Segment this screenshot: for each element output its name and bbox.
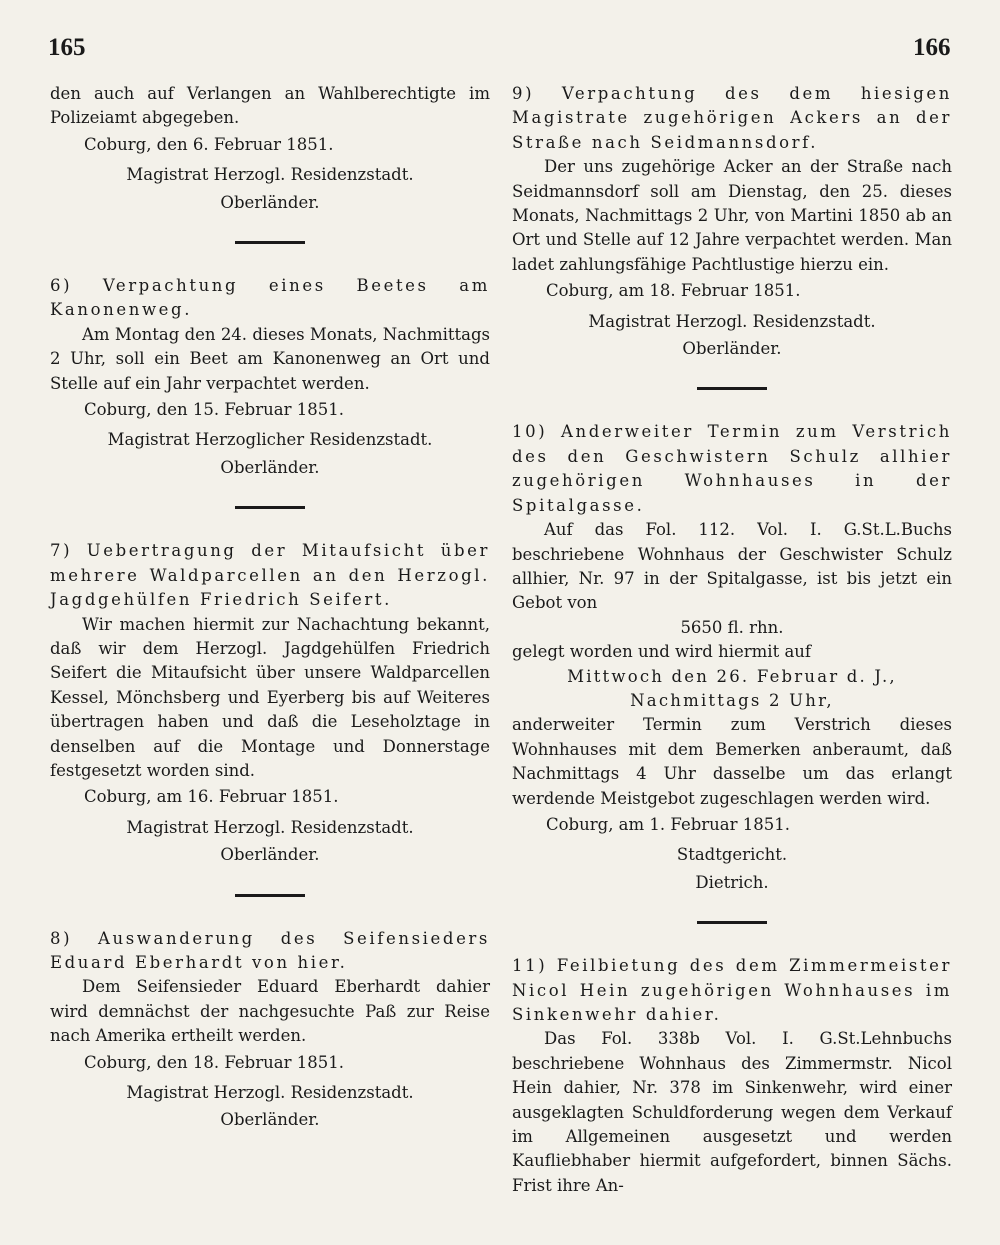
notice-body-final: anderweiter Termin zum Verstrich dieses Wohnhauses mit dem Bemerken anberaumt, daß Nachmittags 4 Uhr dasselbe um das erlangt werdende Meistgebot zugeschlagen werden wird. — [512, 715, 952, 808]
notice-signature: Oberländer. — [220, 845, 320, 865]
separator-rule — [235, 506, 305, 509]
notice-authority: Magistrat Herzogl. Residenzstadt. — [588, 311, 876, 331]
right-column — [512, 82, 952, 1198]
notice-title: 11) Feilbietung des dem Zimmermeister Nicol Hein zugehörigen Wohnhauses im Sinkenwehr dahier. — [512, 956, 952, 1024]
separator-rule — [697, 387, 767, 390]
notice-authority: Stadtgericht. — [676, 845, 788, 865]
term-date: Mittwoch den 26. Februar d. J., — [567, 666, 897, 686]
notice-signature: Oberländer. — [220, 192, 320, 212]
notice-title: 6) Verpachtung eines Beetes am Kanonenweg. — [50, 276, 490, 320]
page-number-left: 165 — [48, 34, 86, 61]
notice-6 — [50, 274, 490, 480]
notice-date: Coburg, den 6. Februar 1851. — [84, 134, 334, 154]
intro-notice — [50, 82, 490, 215]
notice-body: den auch auf Verlangen an Wahlberechtigte im Polizeiamt abgegeben. — [50, 84, 490, 128]
notice-9 — [512, 82, 952, 361]
notice-date: Coburg, den 18. Februar 1851. — [84, 1052, 344, 1072]
notice-signature: Oberländer. — [220, 457, 320, 477]
notice-authority: Magistrat Herzogl. Residenzstadt. — [126, 165, 414, 185]
notice-date: Coburg, am 18. Februar 1851. — [546, 281, 801, 301]
separator-rule — [235, 241, 305, 244]
left-column — [50, 82, 490, 1133]
page-number-right: 166 — [913, 34, 951, 61]
notice-date: Coburg, am 1. Februar 1851. — [546, 814, 790, 834]
notice-body: Dem Seifensieder Eduard Eberhardt dahier wird demnächst der nachgesuchte Paß zur Reise nach Amerika ertheilt werden. — [50, 977, 490, 1046]
notice-body: Der uns zugehörige Acker an der Straße nach Seidmannsdorf soll am Dienstag, den 25. dieses Monats, Nachmittags 2 Uhr, von Martini 1850 ab an Ort und Stelle auf 12 Jahre verpachtet werden. Man ladet zahlungsfähige Pachtlustige hierzu ein. — [512, 157, 952, 274]
notice-body-continued: gelegt worden und wird hiermit auf — [512, 642, 812, 662]
notice-10 — [512, 420, 952, 895]
notice-date: Coburg, am 16. Februar 1851. — [84, 787, 339, 807]
notice-title: 10) Anderweiter Termin zum Verstrich des den Geschwistern Schulz allhier zugehörigen Wohnhauses in der Spitalgasse. — [512, 422, 952, 515]
notice-body: Am Montag den 24. dieses Monats, Nachmittags 2 Uhr, soll ein Beet am Kanonenweg an Ort und Stelle auf ein Jahr verpachtet werden. — [50, 324, 490, 393]
term-time: Nachmittags 2 Uhr, — [630, 690, 834, 710]
separator-rule — [697, 921, 767, 924]
separator-rule — [235, 894, 305, 897]
notice-signature: Oberländer. — [220, 1110, 320, 1130]
notice-authority: Magistrat Herzogl. Residenzstadt. — [126, 1083, 414, 1102]
notice-11 — [512, 954, 952, 1198]
notice-body: Wir machen hiermit zur Nachachtung bekannt, daß wir dem Herzogl. Jagdgehülfen Friedrich Seifert die Mitaufsicht über unsere Waldparcellen Kessel, Mönchsberg und Eyerberg bis auf Weiteres übertragen haben und daß die Leseholztage in denselben auf die Montage und Donnerstage festgesetzt worden sind. — [50, 614, 490, 780]
notice-7 — [50, 539, 490, 867]
notice-signature: Oberländer. — [682, 339, 782, 359]
notice-8 — [50, 927, 490, 1133]
notice-authority: Magistrat Herzogl. Residenzstadt. — [126, 817, 414, 837]
notice-signature: Dietrich. — [695, 872, 769, 892]
notice-body: Auf das Fol. 112. Vol. I. G.St.L.Buchs beschriebene Wohnhaus der Geschwister Schulz allhier, Nr. 97 in der Spitalgasse, ist bis jetzt ein Gebot von — [512, 520, 952, 613]
notice-date: Coburg, den 15. Februar 1851. — [84, 400, 344, 420]
bid-amount: 5650 fl. rhn. — [680, 617, 784, 637]
notice-title: 9) Verpachtung des dem hiesigen Magistrate zugehörigen Ackers an der Straße nach Seidmannsdorf. — [512, 84, 952, 152]
notice-title: 7) Uebertragung der Mitaufsicht über mehrere Waldparcellen an den Herzogl. Jagdgehülfen Friedrich Seifert. — [50, 541, 490, 610]
notice-title: 8) Auswanderung des Seifensieders Eduard Eberhardt von hier. — [50, 928, 490, 972]
notice-authority: Magistrat Herzoglicher Residenzstadt. — [107, 430, 433, 450]
notice-body: Das Fol. 338b Vol. I. G.St.Lehnbuchs beschriebene Wohnhaus des Zimmermstr. Nicol Hein dahier, Nr. 378 im Sinkenwehr, wird einer ausgeklagten Schuldforderung wegen dem Verkauf im Allgemeinen ausgesetzt und werden Kaufliebhaber hiermit aufgefordert, binnen Sächs. Frist ihre An- — [512, 1029, 952, 1195]
